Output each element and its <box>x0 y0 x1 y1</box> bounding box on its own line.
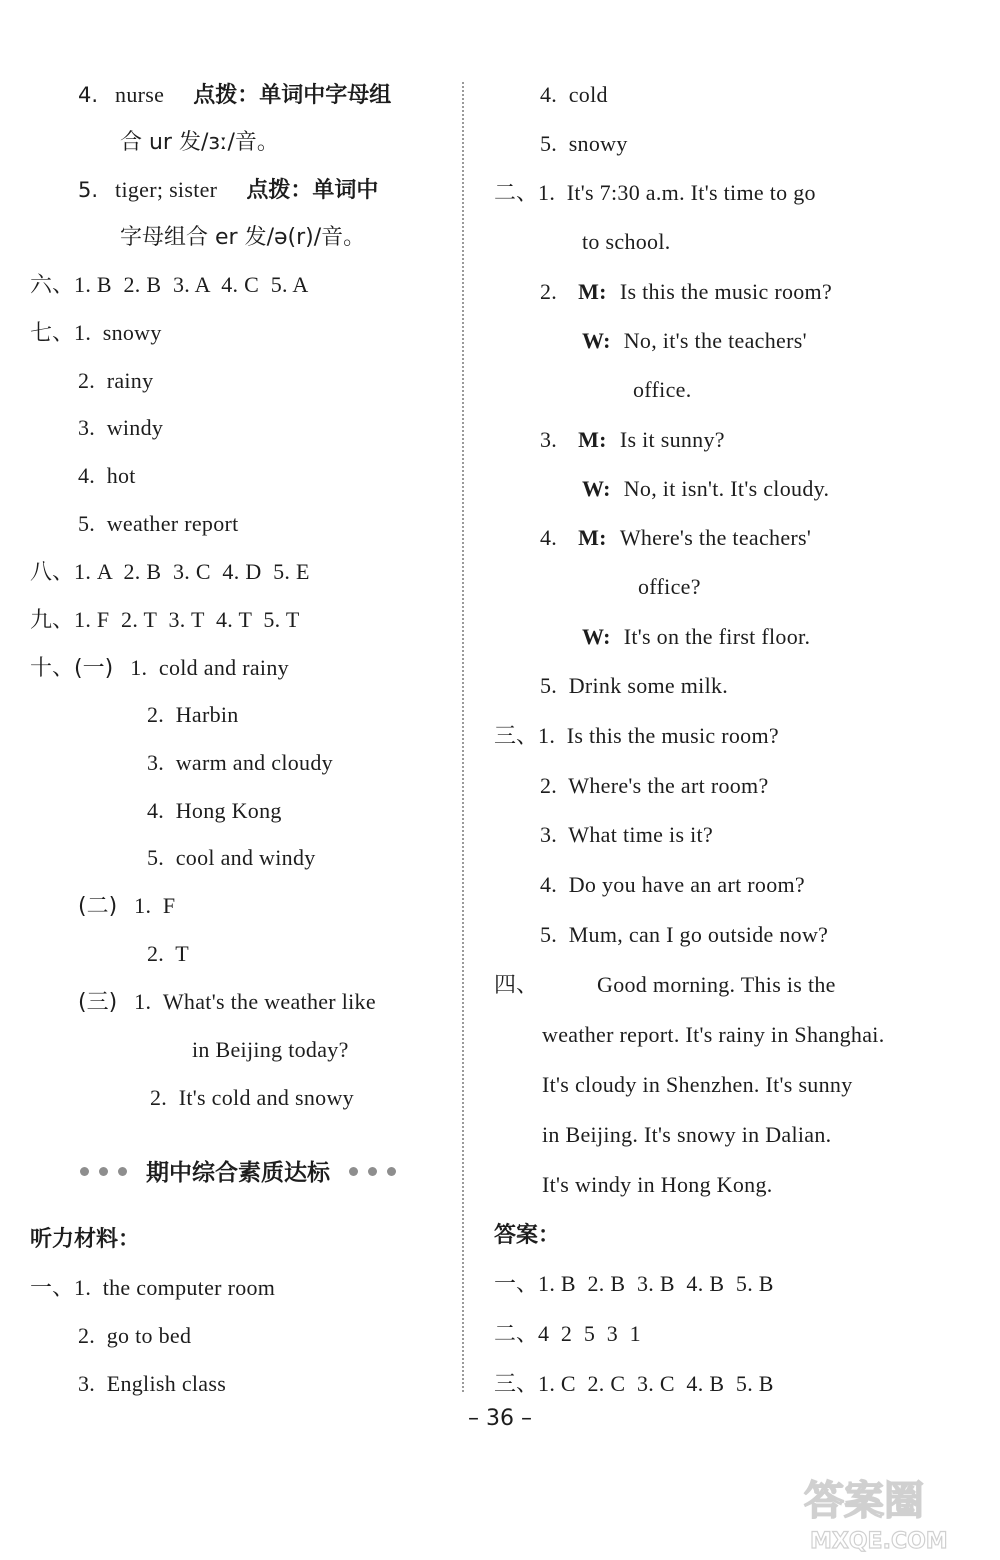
list-item: 1. F <box>134 893 176 918</box>
speaker-label: W: <box>582 328 611 353</box>
dialogue-continuation: office? <box>638 574 701 599</box>
list-item: 5. Drink some milk. <box>540 673 729 698</box>
dialogue-line: Is it sunny? <box>619 427 725 452</box>
list-item: 5. snowy <box>540 131 628 156</box>
speaker-label: W: <box>582 624 611 649</box>
section-label: 二、 <box>494 1322 539 1347</box>
list-item-continuation: in Beijing today? <box>192 1037 349 1062</box>
dialogue-2-w <box>582 326 807 357</box>
item-4-nurse <box>78 80 391 111</box>
section-label: 十、 <box>30 656 75 681</box>
item-number: 5. <box>78 178 99 202</box>
section-1-listening <box>30 1273 275 1304</box>
speaker-label: W: <box>582 476 611 501</box>
section-label: 三、 <box>494 724 539 749</box>
list-item: 3. What time is it? <box>540 822 714 847</box>
svg-text:MXQE.COM: MXQE.COM <box>810 1529 948 1554</box>
paragraph-line: It's windy in Hong Kong. <box>542 1172 773 1197</box>
part-2 <box>78 891 175 922</box>
answer-word: nurse <box>115 82 165 107</box>
list-item: 4. cold <box>540 82 608 107</box>
part-3 <box>78 987 376 1018</box>
section-10 <box>30 653 289 684</box>
item-number: 4. <box>78 83 99 107</box>
heading-dots-right <box>344 1161 401 1180</box>
svg-text:答案圈: 答案圈 <box>804 1478 924 1524</box>
paragraph-line: Good morning. This is the <box>597 972 836 997</box>
watermark-logo <box>800 1468 990 1554</box>
part-label: (一) <box>74 656 114 681</box>
item-5-tiger-sister <box>78 175 378 206</box>
part-label: (二) <box>78 894 118 919</box>
list-item: 1. snowy <box>74 320 162 345</box>
dialogue-2 <box>540 277 832 308</box>
list-item: 2. Harbin <box>147 702 239 727</box>
list-item: 1. What's the weather like <box>134 989 376 1014</box>
speaker-label: M: <box>578 525 607 550</box>
list-item: 4. Do you have an art room? <box>540 872 805 897</box>
tip-text: 点拨：单词中字母组 <box>193 83 392 108</box>
list-item: 5. Mum, can I go outside now? <box>540 922 829 947</box>
dialogue-line: No, it isn't. It's cloudy. <box>623 476 830 501</box>
list-item: 2. rainy <box>78 368 154 393</box>
item-number: 2. <box>540 279 558 304</box>
answers-section-3 <box>494 1369 774 1400</box>
section-label: 六、 <box>30 273 75 298</box>
answers-section-2 <box>494 1319 641 1350</box>
section-label: 七、 <box>30 321 75 346</box>
section-label: 四、 <box>494 973 539 998</box>
list-item: 4. Hong Kong <box>147 798 282 823</box>
section-heading: 期中综合素质达标 <box>146 1159 330 1186</box>
list-item: 1. Is this the music room? <box>538 723 779 748</box>
section-label: 二、 <box>494 181 539 206</box>
list-item: 2. go to bed <box>78 1323 192 1348</box>
paragraph-line: It's cloudy in Shenzhen. It's sunny <box>542 1072 853 1097</box>
dialogue-3-w <box>582 474 829 505</box>
section-2 <box>494 178 816 209</box>
list-item: 1. It's 7:30 a.m. It's time to go <box>538 180 816 205</box>
tip-continuation: 合 ur 发/ɜː/音。 <box>120 130 279 155</box>
part-label: (三) <box>78 990 118 1015</box>
speaker-label: M: <box>578 427 607 452</box>
list-item: 4. hot <box>78 463 136 488</box>
tip-text: 点拨：单词中 <box>246 178 379 203</box>
paragraph-line: in Beijing. It's snowy in Dalian. <box>542 1122 832 1147</box>
answer-row: 1. B 2. B 3. B 4. B 5. B <box>538 1271 774 1296</box>
answer-word: tiger; sister <box>115 177 218 202</box>
section-9 <box>30 605 300 636</box>
list-item: 5. weather report <box>78 511 239 536</box>
item-number: 3. <box>540 427 558 452</box>
dialogue-continuation: office. <box>633 377 692 402</box>
section-7 <box>30 318 162 349</box>
midterm-heading <box>58 1150 418 1190</box>
list-item: 3. warm and cloudy <box>147 750 333 775</box>
paragraph-line: weather report. It's rainy in Shanghai. <box>542 1022 885 1047</box>
answer-row: 1. B 2. B 3. A 4. C 5. A <box>74 272 309 297</box>
answer-row: 1. A 2. B 3. C 4. D 5. E <box>74 559 310 584</box>
list-item: 1. the computer room <box>74 1275 276 1300</box>
column-divider <box>462 82 464 1392</box>
item-number: 4. <box>540 525 558 550</box>
answer-row: 4 2 5 3 1 <box>538 1321 641 1346</box>
section-label: 一、 <box>30 1276 75 1301</box>
section-label: 一、 <box>494 1272 539 1297</box>
list-item: 5. cool and windy <box>147 845 316 870</box>
dialogue-4-w <box>582 622 810 653</box>
list-item: 3. windy <box>78 415 164 440</box>
answers-label: 答案： <box>494 1223 561 1248</box>
dialogue-line: No, it's the teachers' <box>623 328 807 353</box>
speaker-label: M: <box>578 279 607 304</box>
section-label: 八、 <box>30 560 75 585</box>
dialogue-line: Is this the music room? <box>619 279 833 304</box>
dialogue-4 <box>540 523 811 554</box>
list-item: 2. Where's the art room? <box>540 773 769 798</box>
section-8 <box>30 557 310 588</box>
answer-row: 1. F 2. T 3. T 4. T 5. T <box>74 607 300 632</box>
answer-row: 1. C 2. C 3. C 4. B 5. B <box>538 1371 774 1396</box>
section-label: 三、 <box>494 1372 539 1397</box>
answers-section-1 <box>494 1269 774 1300</box>
section-label: 九、 <box>30 608 75 633</box>
section-3 <box>494 721 779 752</box>
dialogue-line: Where's the teachers' <box>619 525 812 550</box>
tip-continuation: 字母组合 er 发/ə(r)/音。 <box>120 225 366 250</box>
list-item: 2. It's cold and snowy <box>150 1085 354 1110</box>
list-item-continuation: to school. <box>582 229 671 254</box>
section-6 <box>30 270 309 301</box>
heading-dots-left <box>75 1161 132 1180</box>
section-4 <box>494 970 836 1001</box>
list-item: 3. English class <box>78 1371 227 1396</box>
dialogue-line: It's on the first floor. <box>623 624 811 649</box>
list-item: 1. cold and rainy <box>130 655 289 680</box>
page-number: – 36 – <box>468 1406 532 1431</box>
dialogue-3 <box>540 425 725 456</box>
listening-material-label: 听力材料： <box>30 1227 141 1252</box>
list-item: 2. T <box>147 941 190 966</box>
